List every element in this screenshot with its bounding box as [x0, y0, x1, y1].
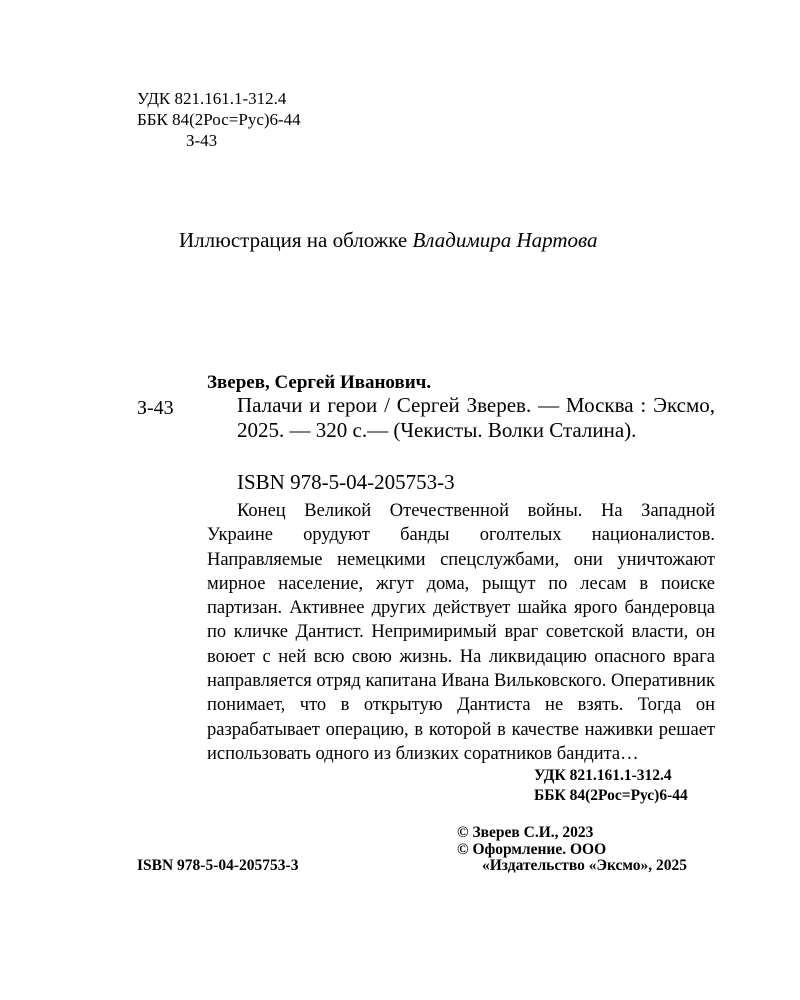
record-udk: УДК 821.161.1-312.4 — [534, 767, 672, 784]
footer-isbn: ISBN 978-5-04-205753-3 — [137, 857, 299, 874]
udk-code: УДК 821.161.1-312.4 — [137, 89, 287, 108]
illustration-credit — [179, 228, 598, 253]
author-sign: З-43 — [186, 131, 218, 150]
copyright-publisher: «Издательство «Эксмо», 2025 — [482, 857, 688, 874]
illustration-prefix: Иллюстрация на обложке — [179, 228, 413, 252]
record-isbn: ISBN 978-5-04-205753-3 — [237, 470, 455, 494]
record-bbk: ББК 84(2Рос=Рус)6-44 — [534, 787, 688, 804]
record-author-sign: З-43 — [137, 397, 174, 419]
copyright-design: © Оформление. ООО — [457, 841, 607, 858]
bibliographic-description: Палачи и герои / Сергей Зверев. — Москва : Эксмо, 2025. — 320 с.— (Чекисты. Волки Сталина). — [237, 393, 715, 442]
bbk-code: ББК 84(2Рос=Рус)6-44 — [137, 110, 301, 129]
copyright-author: © Зверев С.И., 2023 — [457, 824, 594, 841]
annotation: Конец Великой Отечественной войны. На Западной Украине орудуют банды оголтелых националистов. Направляемые немецкими спецслужбами, они уничтожают мирное население, жгут дома, рыщут по лесам в поиске партизан. Активнее других действует шайка ярого бандеровца по кличке Дантист. Непримиримый враг советской власти, он воюет с ней всю свою жизнь. На ликвидацию опасного врага направляется отряд капитана Ивана Вильковского. Оперативник понимает, что в открытую Дантиста не взять. Тогда он разрабатывает операцию, в которой в качестве наживки решает использовать одного из близких соратников бандита… — [207, 501, 715, 764]
author-heading: Зверев, Сергей Иванович. — [207, 372, 432, 393]
illustration-artist: Владимира Нартова — [412, 228, 598, 252]
